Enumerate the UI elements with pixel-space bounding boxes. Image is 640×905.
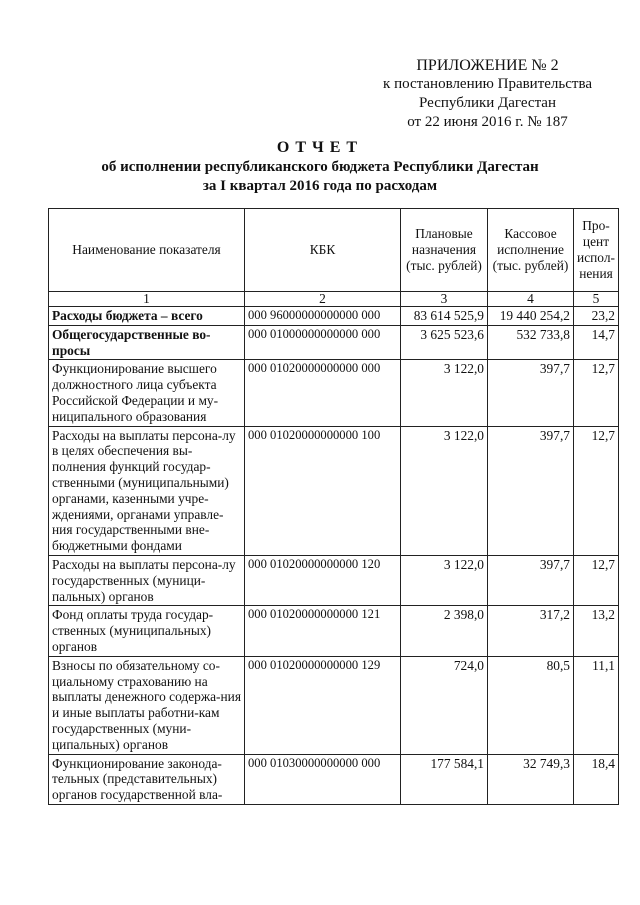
row-kbk-cell: 000 01020000000000 000 [245,360,401,426]
row-cash-cell: 19 440 254,2 [488,307,574,326]
row-plan-cell: 3 122,0 [401,360,488,426]
appendix-republic: Республики Дагестан [419,95,556,111]
row-percent-cell: 12,7 [574,555,619,605]
table-row [49,606,619,656]
row-kbk-cell: 000 96000000000000 000 [245,307,401,326]
row-name-cell: Функционирование законода-тельных (представительных) органов государственной вла- [49,754,245,804]
row-name-cell: Общегосударственные во-просы [49,325,245,360]
row-kbk-cell: 000 01030000000000 000 [245,754,401,804]
row-plan-cell: 177 584,1 [401,754,488,804]
report-header [0,138,640,196]
row-percent-cell: 13,2 [574,606,619,656]
row-percent-cell: 12,7 [574,360,619,426]
row-plan-cell: 3 625 523,6 [401,325,488,360]
appendix-date: от 22 июня 2016 г. № 187 [407,114,568,130]
header-kbk: КБК [245,209,401,292]
row-kbk-cell: 000 01020000000000 100 [245,426,401,555]
row-cash-cell: 397,7 [488,555,574,605]
row-cash-cell: 32 749,3 [488,754,574,804]
row-kbk-cell: 000 01020000000000 121 [245,606,401,656]
table-row [49,656,619,754]
header-name: Наименование показателя [49,209,245,292]
row-plan-cell: 3 122,0 [401,555,488,605]
row-name-cell: Взносы по обязательному со-циальному страхованию на выплаты денежного содержа-ния и иные выплаты работни-кам государственных (муни-ципальных) органов [49,656,245,754]
report-subtitle-1: об исполнении республиканского бюджета Республики Дагестан [101,159,539,175]
row-percent-cell: 14,7 [574,325,619,360]
table-row [49,325,619,360]
table-row [49,426,619,555]
row-plan-cell: 3 122,0 [401,426,488,555]
row-kbk-cell: 000 01020000000000 129 [245,656,401,754]
table-header-row [49,209,619,292]
row-name-cell: Функционирование высшего должностного лица субъекта Российской Федерации и му-ниципального образования [49,360,245,426]
row-kbk-cell: 000 01020000000000 120 [245,555,401,605]
header-cash: Кассовое исполнение (тыс. рублей) [488,209,574,292]
row-plan-cell: 83 614 525,9 [401,307,488,326]
row-name-cell: Фонд оплаты труда государ-ственных (муниципальных) органов [49,606,245,656]
row-percent-cell: 18,4 [574,754,619,804]
column-number: 1 [49,292,245,307]
row-plan-cell: 724,0 [401,656,488,754]
row-plan-cell: 2 398,0 [401,606,488,656]
header-percent: Про-цент испол-нения [574,209,619,292]
column-number: 4 [488,292,574,307]
row-cash-cell: 80,5 [488,656,574,754]
column-number: 2 [245,292,401,307]
report-subtitle-2: за I квартал 2016 года по расходам [202,178,438,194]
row-cash-cell: 397,7 [488,426,574,555]
row-cash-cell: 317,2 [488,606,574,656]
appendix-block [383,56,592,132]
column-number: 5 [574,292,619,307]
appendix-number: ПРИЛОЖЕНИЕ № 2 [416,57,559,74]
table-row [49,754,619,804]
row-name-cell: Расходы на выплаты персона-лу государственных (муници-пальных) органов [49,555,245,605]
column-number: 3 [401,292,488,307]
expenditure-table [48,208,619,805]
column-number-row [49,292,619,307]
row-percent-cell: 11,1 [574,656,619,754]
table-row [49,307,619,326]
table-row [49,360,619,426]
table-row [49,555,619,605]
row-percent-cell: 23,2 [574,307,619,326]
report-title: ОТЧЕТ [276,139,364,156]
row-cash-cell: 532 733,8 [488,325,574,360]
row-name-cell: Расходы бюджета – всего [49,307,245,326]
header-plan: Плановые назначения (тыс. рублей) [401,209,488,292]
row-percent-cell: 12,7 [574,426,619,555]
row-cash-cell: 397,7 [488,360,574,426]
row-kbk-cell: 000 01000000000000 000 [245,325,401,360]
row-name-cell: Расходы на выплаты персона-лу в целях обеспечения вы-полнения функций государ-ственными (муниципальными) органами, казенными учре-ждениями, органами управле-ния государственными вне-бюджетными фондами [49,426,245,555]
appendix-decree: к постановлению Правительства [383,76,592,92]
